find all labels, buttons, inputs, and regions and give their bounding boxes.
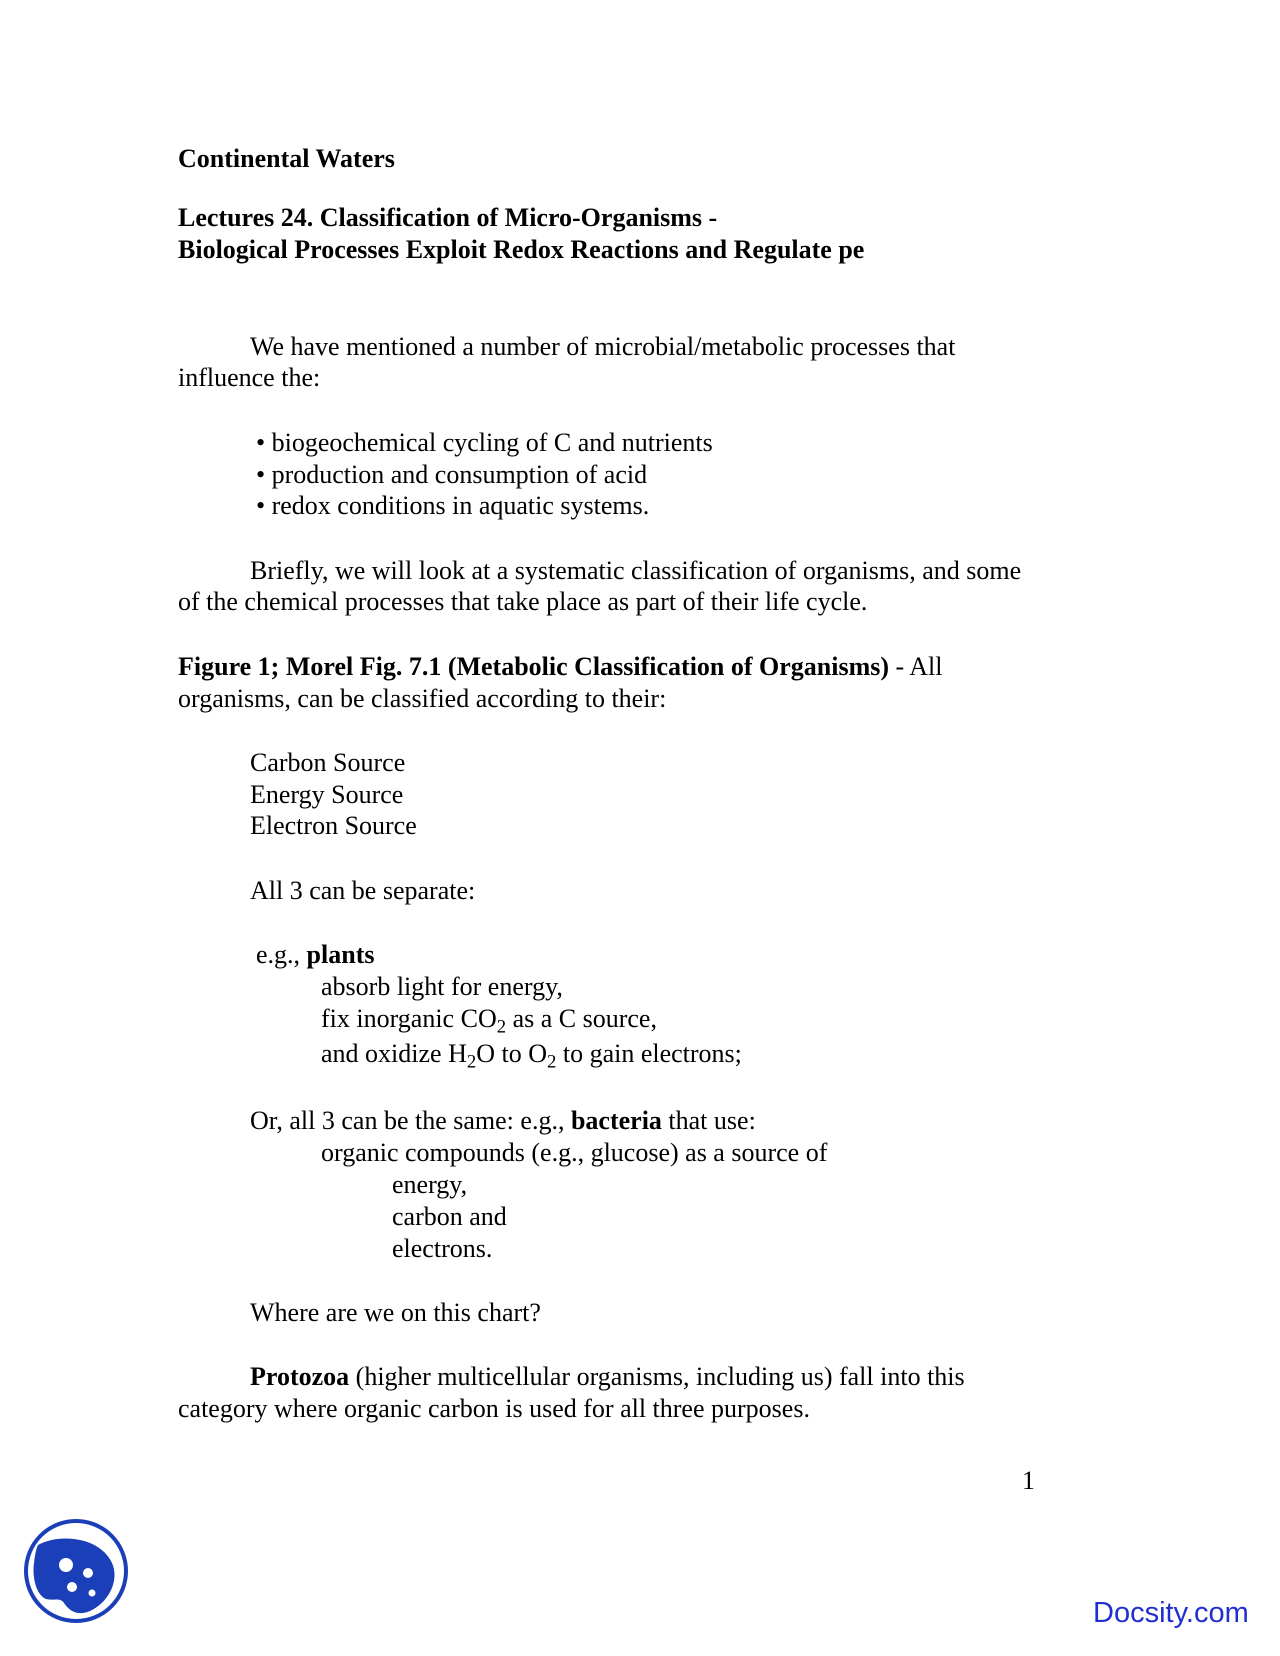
bullet-item: • redox conditions in aquatic systems. (256, 491, 650, 520)
figure-reference-text: - All (889, 652, 943, 681)
organic-compounds-line: organic compounds (e.g., glucose) as a source of (321, 1138, 828, 1167)
source-item: Carbon Source (250, 748, 406, 777)
briefly-paragraph-line-1: Briefly, we will look at a systematic classification of organisms, and some (250, 556, 1022, 585)
plants-detail-line: fix inorganic $CO_2$ as a C source, (321, 1004, 657, 1038)
intro-paragraph-line-1: We have mentioned a number of microbial/metabolic processes that (250, 332, 956, 361)
same-source-line: Or, all 3 can be the same: e.g., bacteria that use: (250, 1106, 756, 1135)
figure-reference-line-1 (178, 651, 943, 683)
protozoa-paragraph-line-2: category where organic carbon is used for all three purposes. (178, 1394, 810, 1423)
briefly-paragraph-line-2: of the chemical processes that take place as part of their life cycle. (178, 587, 868, 616)
figure-reference-label: Figure 1; Morel Fig. 7.1 (Metabolic Classification of Organisms) (178, 652, 890, 681)
bullet-item: • production and consumption of acid (256, 460, 648, 489)
source-item: Electron Source (250, 811, 417, 840)
source-item: Energy Source (250, 780, 404, 809)
example-plants-line (256, 939, 374, 971)
bullet-item: • biogeochemical cycling of C and nutrients (256, 428, 713, 457)
plants-detail-line: and oxidize $H_2O$ to $O_2$ to gain electrons; (321, 1039, 742, 1073)
document-title: Continental Waters (178, 144, 395, 173)
docsity-watermark[interactable]: Docsity.com (1093, 1597, 1249, 1629)
plants-term: plants (306, 940, 375, 969)
chart-question: Where are we on this chart? (250, 1298, 541, 1327)
docsity-logo-icon (20, 1515, 132, 1627)
purpose-item: electrons. (392, 1234, 493, 1263)
example-prefix: e.g., (256, 940, 307, 969)
intro-paragraph-line-2: influence the: (178, 363, 321, 392)
separate-statement: All 3 can be separate: (250, 876, 476, 905)
protozoa-paragraph-line-1: Protozoa (higher multicellular organisms, including us) fall into this (250, 1362, 965, 1391)
lecture-heading-line-2: Biological Processes Exploit Redox Reactions and Regulate pe (178, 235, 865, 264)
bacteria-term: bacteria (570, 1106, 662, 1135)
lecture-heading-line-1: Lectures 24. Classification of Micro-Organisms - (178, 203, 718, 232)
plants-detail-line: absorb light for energy, (321, 972, 563, 1001)
purpose-item: carbon and (392, 1202, 507, 1231)
figure-reference-line-2: organisms, can be classified according to their: (178, 684, 667, 713)
protozoa-term: Protozoa (250, 1362, 350, 1391)
purpose-item: energy, (392, 1170, 468, 1199)
page-number: 1 (1022, 1466, 1035, 1495)
